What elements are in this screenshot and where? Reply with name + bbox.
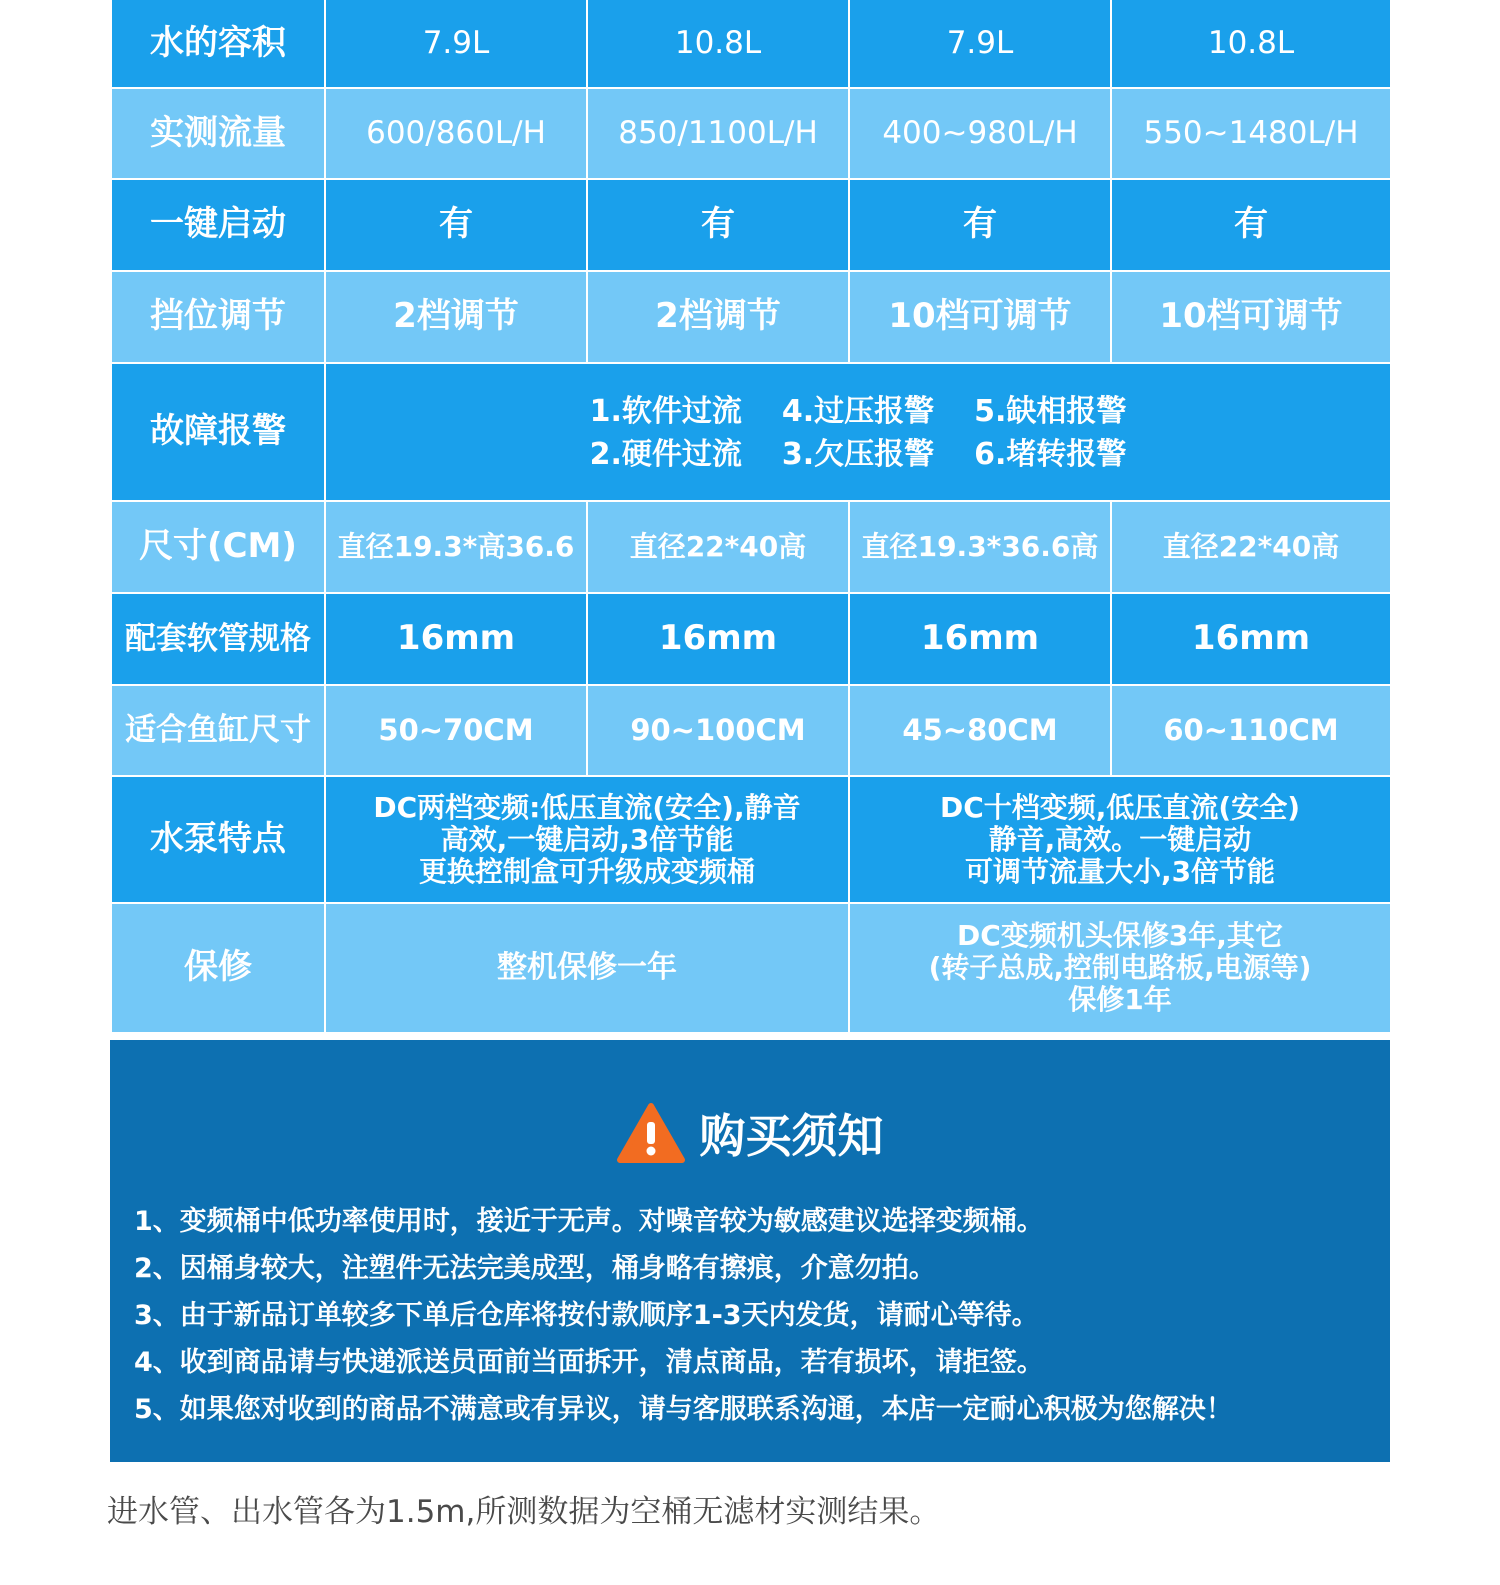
pump-features-right	[849, 776, 1391, 903]
feature-line: DC十档变频,低压直流(安全)	[939, 790, 1301, 824]
cell: 10档可调节	[1111, 271, 1391, 363]
warranty-right	[849, 903, 1391, 1033]
cell: 16mm	[1111, 593, 1391, 685]
cell: 600/860L/H	[325, 88, 587, 179]
fault-alarm-cell	[325, 363, 1391, 501]
spec-table	[110, 0, 1392, 1034]
row-label: 尺寸(CM)	[111, 501, 325, 593]
row-tank-size	[111, 685, 1391, 776]
row-pump-features	[111, 776, 1391, 903]
row-label: 水泵特点	[111, 776, 325, 903]
cell: 850/1100L/H	[587, 88, 849, 179]
notice-heading	[110, 1100, 1390, 1166]
cell: 2档调节	[325, 271, 587, 363]
row-hose-spec	[111, 593, 1391, 685]
cell: 7.9L	[849, 0, 1111, 88]
cell: 400~980L/H	[849, 88, 1111, 179]
row-one-key-start	[111, 179, 1391, 271]
cell: 10.8L	[587, 0, 849, 88]
cell: 10.8L	[1111, 0, 1391, 88]
row-label: 挡位调节	[111, 271, 325, 363]
notice-item: 2、因桶身较大，注塑件无法完美成型，桶身略有擦痕，介意勿拍。	[134, 1253, 936, 1284]
notice-item: 1、变频桶中低功率使用时，接近于无声。对噪音较为敏感建议选择变频桶。	[134, 1206, 1044, 1237]
notice-item: 3、由于新品订单较多下单后仓库将按付款顺序1-3天内发货，请耐心等待。	[134, 1300, 1039, 1331]
row-label: 配套软管规格	[111, 593, 325, 685]
feature-line: 静音,高效。一键启动	[988, 822, 1252, 856]
fault-item: 2.硬件过流	[589, 436, 742, 472]
row-label: 故障报警	[111, 363, 325, 501]
row-flow-rate	[111, 88, 1391, 179]
warning-icon	[616, 1102, 686, 1164]
fault-item: 6.堵转报警	[974, 436, 1127, 472]
fault-list	[590, 395, 1127, 471]
cell: 有	[587, 179, 849, 271]
cell: 60~110CM	[1111, 685, 1391, 776]
row-gear-adjust	[111, 271, 1391, 363]
row-fault-alarm	[111, 363, 1391, 501]
cell: 直径22*40高	[1111, 501, 1391, 593]
cell: 7.9L	[325, 0, 587, 88]
feature-line: 高效,一键启动,3倍节能	[440, 822, 734, 856]
warranty-left: 整机保修一年	[325, 903, 849, 1033]
cell: 16mm	[587, 593, 849, 685]
cell: 直径19.3*36.6高	[849, 501, 1111, 593]
row-size	[111, 501, 1391, 593]
fault-item: 4.过压报警	[781, 393, 935, 429]
cell: 45~80CM	[849, 685, 1111, 776]
cell: 2档调节	[587, 271, 849, 363]
cell: 有	[849, 179, 1111, 271]
warranty-line: DC变频机头保修3年,其它	[957, 919, 1283, 952]
row-label: 适合鱼缸尺寸	[111, 685, 325, 776]
row-label: 保修	[111, 903, 325, 1033]
notice-item: 4、收到商品请与快递派送员面前当面拆开，清点商品，若有损坏，请拒签。	[134, 1347, 1044, 1378]
cell: 有	[1111, 179, 1391, 271]
row-label: 水的容积	[111, 0, 325, 88]
row-label: 实测流量	[111, 88, 325, 179]
footer-note: 进水管、出水管各为1.5m,所测数据为空桶无滤材实测结果。	[107, 1494, 941, 1530]
fault-item: 1.软件过流	[589, 393, 742, 429]
feature-line: 可调节流量大小,3倍节能	[964, 854, 1276, 888]
cell: 直径19.3*高36.6	[325, 501, 587, 593]
cell: 直径22*40高	[587, 501, 849, 593]
fault-item: 5.缺相报警	[974, 393, 1127, 429]
row-water-volume	[111, 0, 1391, 88]
purchase-notice-panel	[110, 1040, 1390, 1462]
feature-line: 更换控制盒可升级成变频桶	[418, 854, 755, 888]
cell: 90~100CM	[587, 685, 849, 776]
cell: 50~70CM	[325, 685, 587, 776]
warranty-line: (转子总成,控制电路板,电源等)	[928, 951, 1312, 984]
cell: 16mm	[849, 593, 1111, 685]
cell: 16mm	[325, 593, 587, 685]
cell: 10档可调节	[849, 271, 1111, 363]
notice-title: 购买须知	[699, 1109, 884, 1163]
feature-line: DC两档变频:低压直流(安全),静音	[373, 790, 801, 824]
notice-item: 5、如果您对收到的商品不满意或有异议，请与客服联系沟通，本店一定耐心积极为您解决！	[134, 1394, 1233, 1425]
warranty-line: 保修1年	[1068, 983, 1172, 1016]
pump-features-left	[325, 776, 849, 903]
row-label: 一键启动	[111, 179, 325, 271]
fault-item: 3.欠压报警	[781, 436, 935, 472]
notice-list	[134, 1198, 1233, 1433]
row-warranty	[111, 903, 1391, 1033]
cell: 有	[325, 179, 587, 271]
cell: 550~1480L/H	[1111, 88, 1391, 179]
